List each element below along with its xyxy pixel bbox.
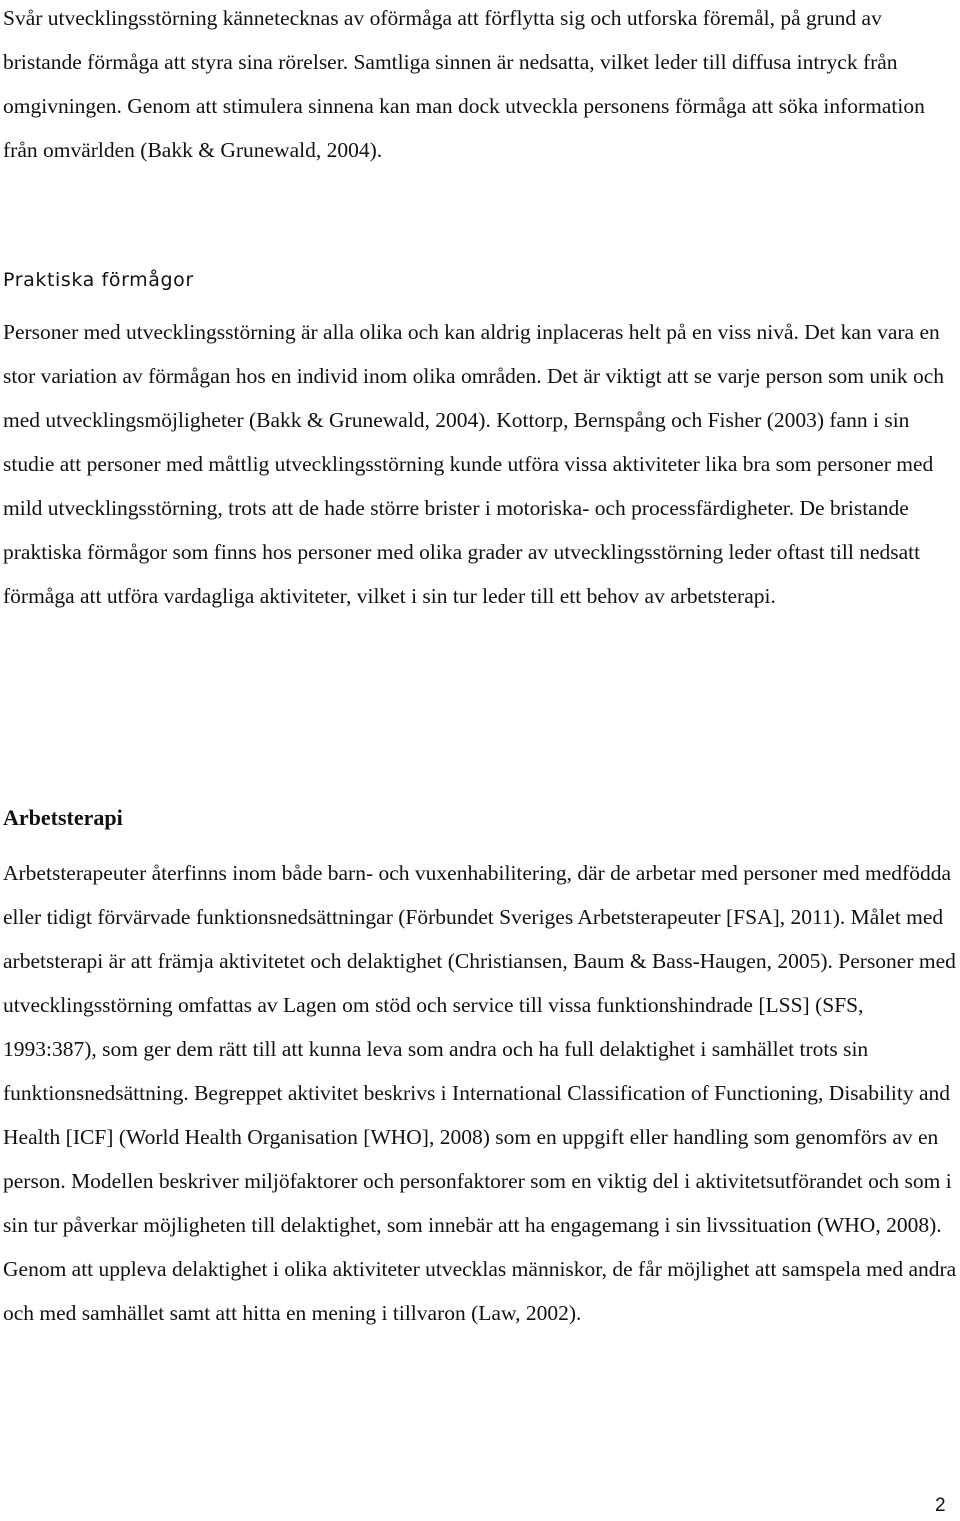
page-number: 2 xyxy=(935,1495,946,1516)
subheading-practical-abilities: Praktiska förmågor xyxy=(3,269,194,291)
paragraph-occupational-therapy: Arbetsterapeuter återfinns inom både barn- och vuxenhabilitering, där de arbetar med personer med medfödda eller tidigt förvärvade funktionsnedsättningar (Förbundet Sveriges Arbetsterapeuter [FSA], 2011). Målet med arbetsterapi är att främja aktivitetet och delaktighet (Christiansen, Baum & Bass-Haugen, 2005). Personer med utvecklingsstörning omfattas av Lagen om stöd och service till vissa funktionshindrade [LSS] (SFS, 1993:387), som ger dem rätt till att kunna leva som andra och ha full delaktighet i samhället trots sin funktionsnedsättning. Begreppet aktivitet beskrivs i International Classification of Functioning, Disability and Health [ICF] (World Health Organisation [WHO], 2008) som en uppgift eller handling som genomförs av en person. Modellen beskriver miljöfaktorer och personfaktorer som en viktig del i aktivitetsutförandet och som i sin tur påverkar möjligheten till delaktighet, som innebär att ha engagemang i sin livssituation (WHO, 2008). Genom att uppleva delaktighet i olika aktiviteter utvecklas människor, de får möjlighet att samspela med andra och med samhället samt att hitta en mening i tillvaron (Law, 2002). xyxy=(3,861,957,1325)
heading-occupational-therapy: Arbetsterapi xyxy=(3,805,123,830)
paragraph-severe-disability: Svår utvecklingsstörning kännetecknas av oförmåga att förflytta sig och utforska föremål, på grund av bristande förmåga att styra sina rörelser. Samtliga sinnen är nedsatta, vilket leder till diffusa intryck från omgivningen. Genom att stimulera sinnena kan man dock utveckla personens förmåga att söka information från omvärlden (Bakk & Grunewald, 2004). xyxy=(3,6,925,162)
paragraph-practical-abilities: Personer med utvecklingsstörning är alla olika och kan aldrig inplaceras helt på en viss nivå. Det kan vara en stor variation av förmågan hos en individ inom olika områden. Det är viktigt att se varje person som unik och med utvecklingsmöjligheter (Bakk & Grunewald, 2004). Kottorp, Bernspång och Fisher (2003) fann i sin studie att personer med måttlig utvecklingsstörning kunde utföra vissa aktiviteter lika bra som personer med mild utvecklingsstörning, trots att de hade större brister i motoriska- och processfärdigheter. De bristande praktiska förmågor som finns hos personer med olika grader av utvecklingsstörning leder oftast till nedsatt förmåga att utföra vardagliga aktiviteter, vilket i sin tur leder till ett behov av arbetsterapi. xyxy=(3,320,945,608)
